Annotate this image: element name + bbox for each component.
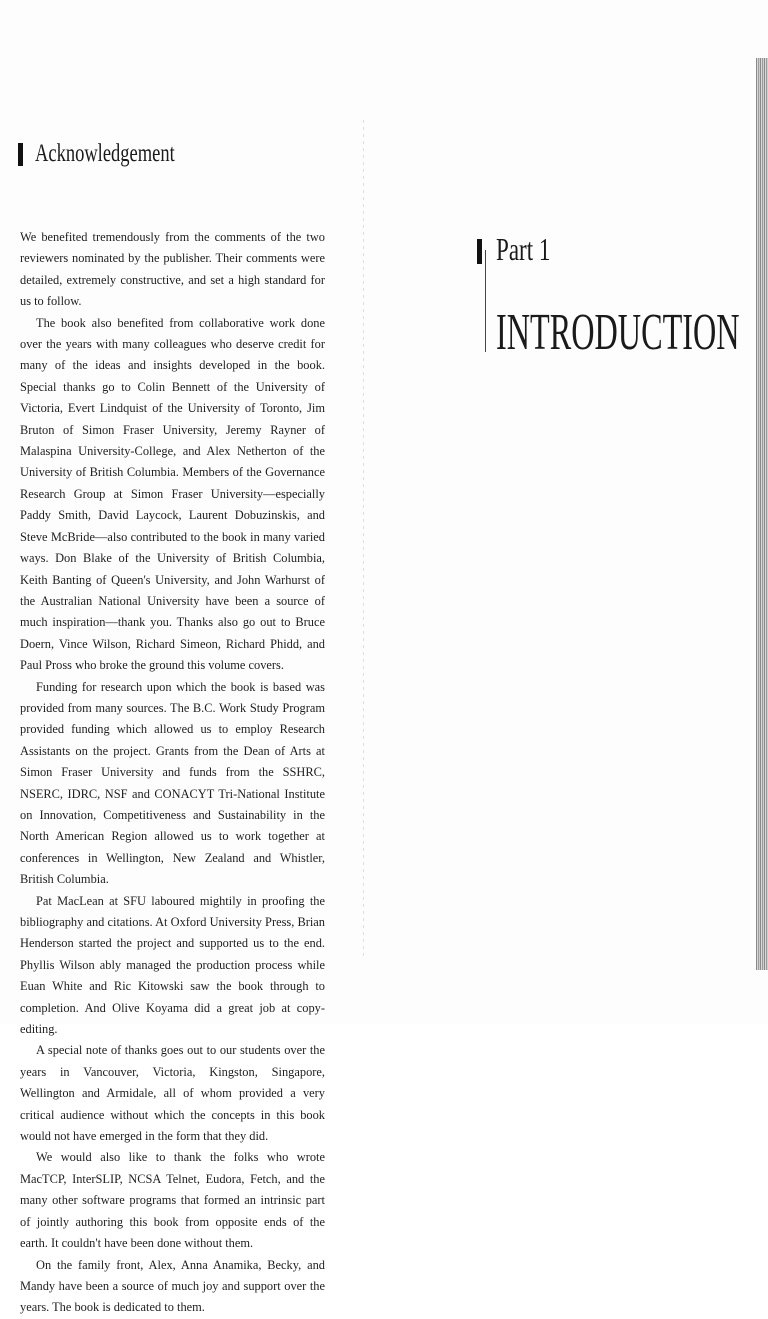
book-edge xyxy=(756,58,768,970)
paragraph: On the family front, Alex, Anna Anamika, Becky, and Mandy have been a source of much joy and support over the years. The book is dedicated to them. xyxy=(20,1257,325,1315)
heading-text: Acknowledgement xyxy=(35,140,175,167)
part-marker xyxy=(477,239,482,264)
paragraph: The book also benefited from collaborative work done over the years with many colleagues who deserve credit for many of the ideas and insights developed in the book. Special thanks go to Colin Bennett of the University of Victoria, Evert Lindquist of the University of Toronto, Jim Bruton of Simon Fraser University, Jeremy Rayner of Malaspina University-College, and Alex Netherton of the University of British Columbia. Members of the Governance Research Group at Simon Fraser University—especially Paddy Smith, David Laycock, Laurent Dobuzinskis, and Steve McBride—also contributed to the book in many varied ways. Don Blake of the University of British Columbia, Keith Banting of Queen's University, and John Warhurst of the Australian National University have been a source of much inspiration—thank you. Thanks also go out to Bruce Doern, Vince Wilson, Richard Simeon, Richard Phidd, and Paul Pross who broke the ground this volume covers. xyxy=(20,315,325,673)
paragraph: Pat MacLean at SFU laboured mightily in proofing the bibliography and citations. At Oxford University Press, Brian Henderson started the project and supported us to the end. Phyllis Wilson ably managed the production process while Euan White and Ric Kitowski saw the book through to completion. And Olive Koyama did a great job at copy-editing. xyxy=(20,893,325,1037)
paragraph: Funding for research upon which the book is based was provided from many sources. The B.C. Work Study Program provided funding which allowed us to employ Research Assistants on the project. Grants from the Dean of Arts at Simon Fraser University and funds from the SSHRC, NSERC, IDRC, NSF and CONACYT Tri-National Institute on Innovation, Competitiveness and Sustainability in the North American Region allowed us to work together at conferences in Wellington, New Zealand and Whistler, British Columbia. xyxy=(20,679,325,887)
part-rule xyxy=(485,250,486,352)
acknowledgement-heading xyxy=(18,140,224,168)
page-gutter xyxy=(363,120,364,960)
paragraph: A special note of thanks goes out to our students over the years in Vancouver, Victoria, Kingston, Singapore, Wellington and Armidale, all of whom provided a very critical audience without which the concepts in this book would not have emerged in the form that they did. xyxy=(20,1043,325,1144)
paragraph: We benefited tremendously from the comments of the two reviewers nominated by the publisher. Their comments were detailed, extremely constructive, and set a high standard for us to follow. xyxy=(20,230,325,309)
part-title: INTRODUCTION xyxy=(496,304,740,361)
part-label: Part 1 xyxy=(496,231,551,267)
heading-marker xyxy=(18,143,23,166)
acknowledgement-body xyxy=(20,227,325,1319)
paragraph: We would also like to thank the folks who wrote MacTCP, InterSLIP, NCSA Telnet, Eudora, Fetch, and the many other software programs that formed an intrinsic part of jointly authoring this book from opposite ends of the earth. It couldn't have been done without them. xyxy=(20,1150,325,1251)
